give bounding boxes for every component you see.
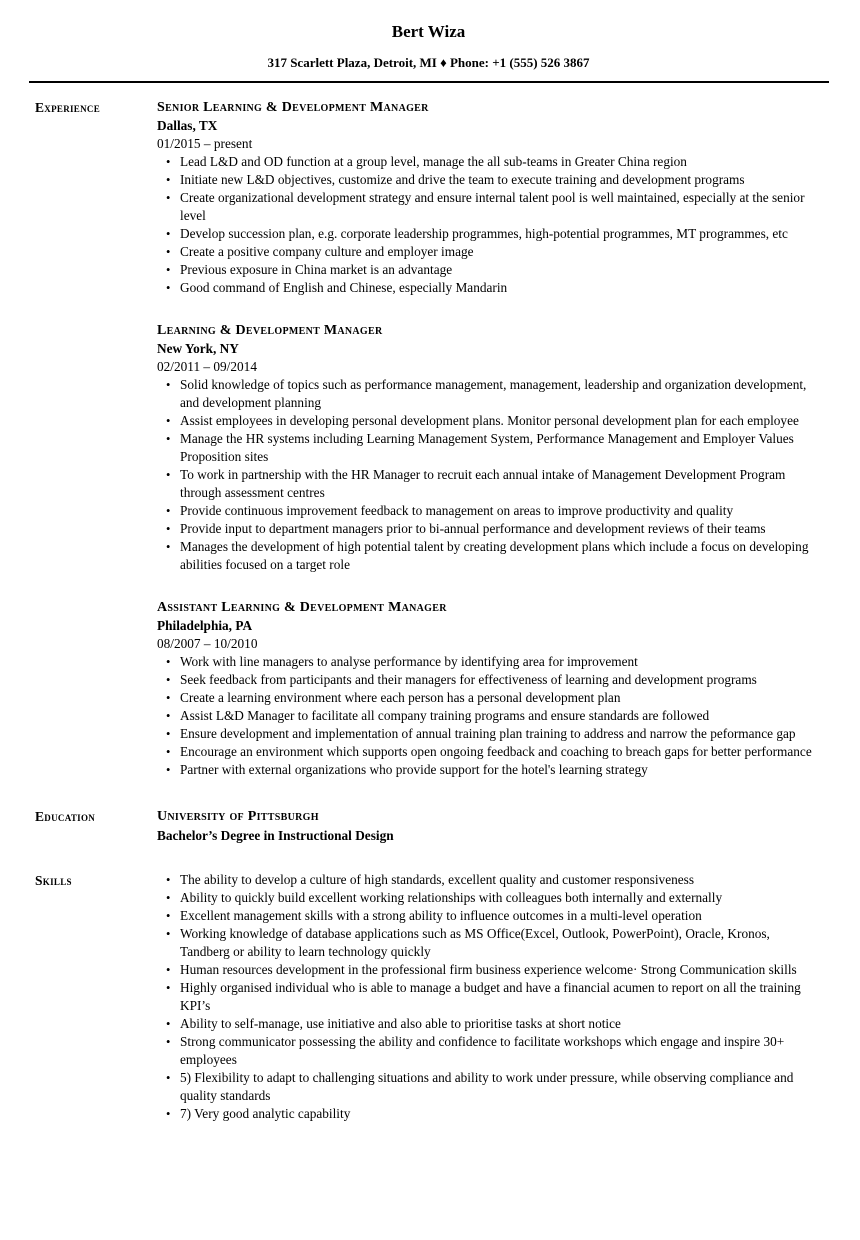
- education-section: [35, 807, 822, 845]
- skills-content: [157, 871, 822, 1123]
- job-title: Learning & Development Manager: [157, 323, 383, 338]
- bullet-item: • Provide continuous improvement feedback to management on areas to improve productivity and quality: [157, 502, 822, 520]
- school-name: University of Pittsburgh: [157, 809, 319, 824]
- section-label-skills: Skills: [35, 873, 72, 888]
- job-dates: 01/2015 – present: [157, 136, 253, 151]
- skill-item: • Human resources development in the professional firm business experience welcome· Strong Communication skills: [157, 961, 822, 979]
- skill-item: • Strong communicator possessing the ability and confidence to facilitate workshops which engage and inspire 30+ employees: [157, 1033, 822, 1069]
- skill-item: • The ability to develop a culture of high standards, excellent quality and customer responsiveness: [157, 871, 822, 889]
- section-label-experience: Experience: [35, 100, 101, 115]
- header-divider: [29, 81, 829, 83]
- job-dates: 02/2011 – 09/2014: [157, 359, 257, 374]
- bullet-item: • Partner with external organizations who provide support for the hotel's learning strategy: [157, 761, 822, 779]
- job-location: Dallas, TX: [157, 118, 218, 133]
- bullet-item: • Create a positive company culture and employer image: [157, 243, 822, 261]
- job-bullet-list: [157, 153, 822, 297]
- bullet-item: • Manage the HR systems including Learning Management System, Performance Management and Employer Values Proposition sites: [157, 430, 822, 466]
- skill-item: • Highly organised individual who is able to manage a budget and have a financial acumen to report on all the training KPI’s: [157, 979, 822, 1015]
- bullet-item: • Previous exposure in China market is an advantage: [157, 261, 822, 279]
- job-title: Senior Learning & Development Manager: [157, 100, 429, 115]
- education-content: [157, 807, 822, 845]
- bullet-item: • Assist employees in developing personal development plans. Monitor personal development plan for each employee: [157, 412, 822, 430]
- job-entry: [157, 598, 822, 779]
- contact-line: 317 Scarlett Plaza, Detroit, MI ♦ Phone: +1 (555) 526 3867: [267, 55, 590, 70]
- bullet-item: • Encourage an environment which supports open ongoing feedback and coaching to breach gaps for better performance: [157, 743, 822, 761]
- resume-header: [35, 22, 822, 71]
- bullet-item: • Solid knowledge of topics such as performance management, management, leadership and organization development, and development planning: [157, 376, 822, 412]
- degree-name: Bachelor’s Degree in Instructional Design: [157, 828, 394, 843]
- bullet-item: • Create a learning environment where each person has a personal development plan: [157, 689, 822, 707]
- skills-bullet-list: [157, 871, 822, 1123]
- job-location: Philadelphia, PA: [157, 618, 253, 633]
- bullet-item: • Provide input to department managers prior to bi-annual performance and development reviews of their teams: [157, 520, 822, 538]
- bullet-item: • Work with line managers to analyse performance by identifying area for improvement: [157, 653, 822, 671]
- bullet-item: • To work in partnership with the HR Manager to recruit each annual intake of Management Development Program through assessment centres: [157, 466, 822, 502]
- skill-item: • Ability to quickly build excellent working relationships with colleagues both internally and externally: [157, 889, 822, 907]
- job-entry: [157, 321, 822, 574]
- skill-item: • 5) Flexibility to adapt to challenging situations and ability to work under pressure, while observing compliance and quality standards: [157, 1069, 822, 1105]
- bullet-item: • Assist L&D Manager to facilitate all company training programs and ensure standards are followed: [157, 707, 822, 725]
- bullet-item: • Lead L&D and OD function at a group level, manage the all sub-teams in Greater China region: [157, 153, 822, 171]
- job-entry: [157, 98, 822, 297]
- bullet-item: • Initiate new L&D objectives, customize and drive the team to execute training and development programs: [157, 171, 822, 189]
- bullet-item: • Ensure development and implementation of annual training plan training to address and narrow the peformance gap: [157, 725, 822, 743]
- skill-item: • Excellent management skills with a strong ability to influence outcomes in a multi-level operation: [157, 907, 822, 925]
- job-location: New York, NY: [157, 341, 239, 356]
- bullet-item: • Seek feedback from participants and their managers for effectiveness of learning and development programs: [157, 671, 822, 689]
- bullet-item: • Good command of English and Chinese, especially Mandarin: [157, 279, 822, 297]
- experience-content: [157, 98, 822, 779]
- job-bullet-list: [157, 376, 822, 574]
- skill-item: • Ability to self-manage, use initiative and also able to prioritise tasks at short notice: [157, 1015, 822, 1033]
- bullet-item: • Create organizational development strategy and ensure internal talent pool is well maintained, especially at the senior level: [157, 189, 822, 225]
- section-label-education: Education: [35, 809, 96, 824]
- skills-section: [35, 871, 822, 1123]
- skill-item: • 7) Very good analytic capability: [157, 1105, 822, 1123]
- bullet-item: • Manages the development of high potential talent by creating development plans which include a focus on developing abilities focused on a target role: [157, 538, 822, 574]
- bullet-item: • Develop succession plan, e.g. corporate leadership programmes, high-potential programmes, MT programmes, etc: [157, 225, 822, 243]
- job-title: Assistant Learning & Development Manager: [157, 600, 447, 615]
- experience-section: [35, 98, 822, 779]
- resume-name: Bert Wiza: [391, 22, 466, 41]
- job-bullet-list: [157, 653, 822, 779]
- job-dates: 08/2007 – 10/2010: [157, 636, 258, 651]
- skill-item: • Working knowledge of database applications such as MS Office(Excel, Outlook, PowerPoint), Oracle, Kronos, Tandberg or ability to learn technology quickly: [157, 925, 822, 961]
